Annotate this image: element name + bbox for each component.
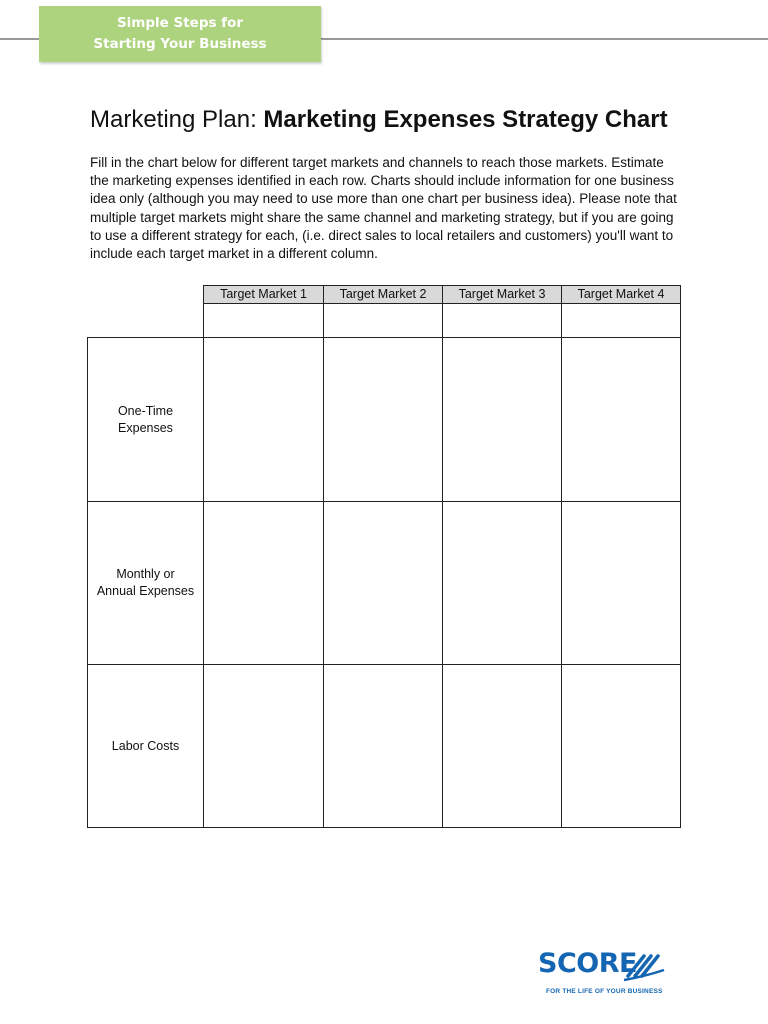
table-cell[interactable] <box>442 664 561 828</box>
column-header-1: Target Market 1 <box>203 285 323 303</box>
page-title <box>90 106 668 134</box>
row-label-labor-costs <box>87 664 203 828</box>
market-name-input-3[interactable] <box>442 303 561 337</box>
intro-paragraph: Fill in the chart below for different target markets and channels to reach those markets. Estimate the marketing expenses identified in each row. Charts should include information for one business idea only (although you may need to use more than one chart per business idea). Please note that multiple target markets might share the same channel and marketing strategy, but if you are going to use a different strategy for each, (i.e. direct sales to local retailers and customers) you'll want to include each target market in a different column. <box>90 155 677 262</box>
table-cell[interactable] <box>561 664 681 828</box>
table-cell[interactable] <box>561 337 681 501</box>
row-label-line: Labor Costs <box>111 738 180 753</box>
score-logo <box>536 948 676 1000</box>
market-name-input-4[interactable] <box>561 303 681 337</box>
table-cell[interactable] <box>323 664 442 828</box>
logo-tagline: FOR THE LIFE OF YOUR BUSINESS <box>546 988 663 995</box>
row-label-one-time <box>87 337 203 501</box>
market-name-input-1[interactable] <box>203 303 323 337</box>
logo-wordmark: SCORE <box>538 948 637 979</box>
row-label-line: Expenses <box>118 420 173 435</box>
row-label-line: Monthly or <box>116 567 175 581</box>
title-prefix: Marketing Plan: <box>90 106 264 133</box>
table-cell[interactable] <box>323 337 442 501</box>
title-bold: Marketing Expenses Strategy Chart <box>263 106 668 133</box>
table-cell[interactable] <box>442 501 561 664</box>
table-cell[interactable] <box>203 664 323 828</box>
row-label-monthly-annual <box>87 501 203 664</box>
banner-line-1: Simple Steps for <box>116 15 244 31</box>
row-label-line: One-Time <box>117 403 174 418</box>
section-banner <box>39 6 321 62</box>
row-label-line: Annual Expenses <box>96 584 195 598</box>
column-header-4: Target Market 4 <box>561 285 681 303</box>
column-header-3: Target Market 3 <box>442 285 561 303</box>
table-cell[interactable] <box>442 337 561 501</box>
table-cell[interactable] <box>323 501 442 664</box>
expenses-table <box>87 285 681 828</box>
table-cell[interactable] <box>203 501 323 664</box>
banner-line-2: Starting Your Business <box>93 36 267 52</box>
logo-swoosh-icon <box>622 950 666 984</box>
table-cell[interactable] <box>203 337 323 501</box>
column-header-2: Target Market 2 <box>323 285 442 303</box>
table-cell[interactable] <box>561 501 681 664</box>
market-name-input-2[interactable] <box>323 303 442 337</box>
